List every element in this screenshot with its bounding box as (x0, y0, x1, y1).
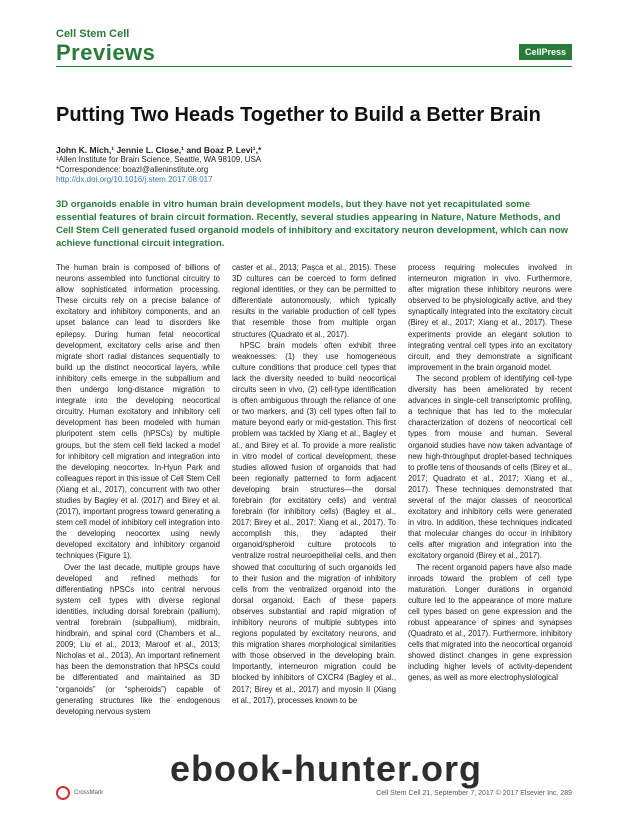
journal-name: Cell Stem Cell (56, 28, 130, 40)
paragraph: process requiring molecules involved in interneuron migration in vivo. Furthermore, after migration these inhibitory neurons were observed to be physiologically active, and they synaptically integrated into the excitatory circuit (Birey et al., 2017; Xiang et al., 2017). These experiments provide an elegant solution to integrating ventral cell types into an excitatory circuit, and they demonstrate a significant improvement in the brain organoid model. (408, 263, 572, 372)
citation-line: Cell Stem Cell 21, September 7, 2017 © 2017 Elsevier Inc. 289 (376, 790, 572, 797)
paragraph: caster et al., 2013; Paşca et al., 2015). These 3D cultures can be coerced to form defined regional identities, or they can be permitted to differentiate autonomously, which typically results in the variable production of cell types that resemble those from multiple organ structures (Quadrato et al., 2017). (232, 263, 396, 339)
authors: John K. Mich,¹ Jennie L. Close,¹ and Boaz P. Levi¹,* (56, 145, 262, 155)
body-column-2 (232, 262, 396, 706)
paragraph: The recent organoid papers have also made inroads toward the problem of cell type maturation. Longer durations in organoid culture led to the appearance of more mature cell types based on gene expression and the robust appearance of spines and synapses (Quadrato et al., 2017). Furthermore, inhibitory cells that migrated into the neocortical organoid showed distinct changes in gene expression including higher levels of activity-dependent genes, as well as more electrophysiological (408, 562, 572, 683)
doi-link[interactable]: http://dx.doi.org/10.1016/j.stem.2017.08.017 (56, 175, 213, 184)
header-divider (56, 66, 572, 67)
article-meta (56, 145, 261, 185)
crossmark-icon[interactable] (56, 786, 70, 800)
watermark: ebook-hunter.org (170, 748, 482, 789)
correspondence[interactable]: *Correspondence: boazl@alleninstitute.org (56, 165, 209, 174)
article-title: Putting Two Heads Together to Build a Better Brain (56, 104, 541, 126)
paragraph: Over the last decade, multiple groups have developed and refined methods for differentiating hPSCs into central nervous system cell types with diverse regional identities, including dorsal forebrain (pallium), ventral forebrain (subpallium), midbrain, hindbrain, and spinal cord (Chambers et al., 2009; Liu et al., 2013; Maroof et al., 2013; Nicholas et al., 2013). An important refinement has been the demonstration that hPSCs could be differentiated and maintained as 3D “organoids” (or “spheroids”) capable of generating structures like the endogenous developing nervous system (56, 562, 220, 716)
paragraph: The human brain is composed of billions of neurons assembled into functional circuitry to allow sophisticated information processing. These circuits rely on a precise balance of excitatory and inhibitory components, and an upset balance can lead to disorders like epilepsy. During human fetal neocortical development, excitatory cells arise and then migrate short radial distances sequentially to build up the distinct neocortical layers, while inhibitory cells emerge in the subpallium and then undergo long-distance migration to integrate into the developing neocortical circuitry. Human excitatory and inhibitory cell development has been modeled with human pluripotent stem cells (hPSCs) by multiple groups, but the stem cell field lacked a model for inhibitory cell migration and integration into the developing neocortex. In-Hyun Park and colleagues report in this issue of Cell Stem Cell (Xiang et al., 2017), concurrent with two other studies by Bagley et al. (2017) and Birey et al. (2017), important progress toward generating a stem cell model of inhibitory cell integration into the developing neocortex using newly developed excitatory and inhibitory organoid techniques (Figure 1). (56, 263, 220, 561)
cellpress-logo: CellPress (519, 44, 572, 60)
paragraph: The second problem of identifying cell-type diversity has been ameliorated by recent advances in single-cell transcriptomic profiling, a technique that has led to the molecular characterization of dozens of neocortical cell types from mouse and human. Several organoid studies have now taken advantage of new high-throughput droplet-based techniques to profile tens of thousands of cells (Birey et al., 2017; Quadrato et al., 2017; Xiang et al., 2017). These techniques demonstrated that several of the major classes of neocortical excitatory and inhibitory cells were generated in vitro. In addition, these techniques indicated that molecular changes do occur in inhibitory cells after migration and integration into the excitatory organoid (Birey et al., 2017). (408, 373, 572, 561)
paragraph: hPSC brain models often exhibit three weaknesses: (1) they use homogeneous culture conditions that produce cell types that lack the diversity needed to build neocortical circuits seen in vivo, (2) cell-type identification is often ambiguous through the reliance of one or two markers, and (3) cell types often fail to mature beyond early or mid-gestation. This first problem was tackled by Xiang et al., Bagley et al., and Birey et al. To provide a more realistic in vitro model of cortical development, these studies allowed fusion of organoids that had been regionally patterned to form adjacent developing brain structures—the dorsal forebrain (for excitatory cells) and ventral forebrain (for inhibitory cells) (Bagley et al., 2017; Birey et al., 2017; Xiang et al., 2017). To accomplish this, they adapted their organoid/spheroid culture protocols to ventralize rostral neuroepithelial cells, and then showed that coculturing of such organoids led to their fusion and the migration of inhibitory cells from the ventralized organoid into the dorsal organoid. Each of these papers observes substantial and rapid migration of inhibitory neurons of multiple subtypes into regions populated by excitatory neurons, and this migration shares morphological similarities with those observed in the developing brain. Importantly, interneuron migration could be blocked by inhibitors of CXCR4 (Bagley et al., 2017; Birey et al., 2017) and myosin II (Xiang et al., 2017), processes known to be (232, 340, 396, 705)
crossmark-label: CrossMark (74, 790, 104, 796)
abstract: 3D organoids enable in vitro human brain development models, but they have not yet recapitulated some essential features of brain circuit formation. Recently, several studies appearing in Nature, Nature Methods, and Cell Stem Cell generated fused organoid models of inhibitory and excitatory neuron development, which can now achieve functional circuit integration. (56, 199, 569, 249)
section-title: Previews (56, 40, 156, 65)
affiliation: ¹Allen Institute for Brain Science, Seattle, WA 98109, USA (56, 155, 262, 164)
body-column-3 (408, 262, 572, 684)
body-column-1 (56, 262, 220, 717)
